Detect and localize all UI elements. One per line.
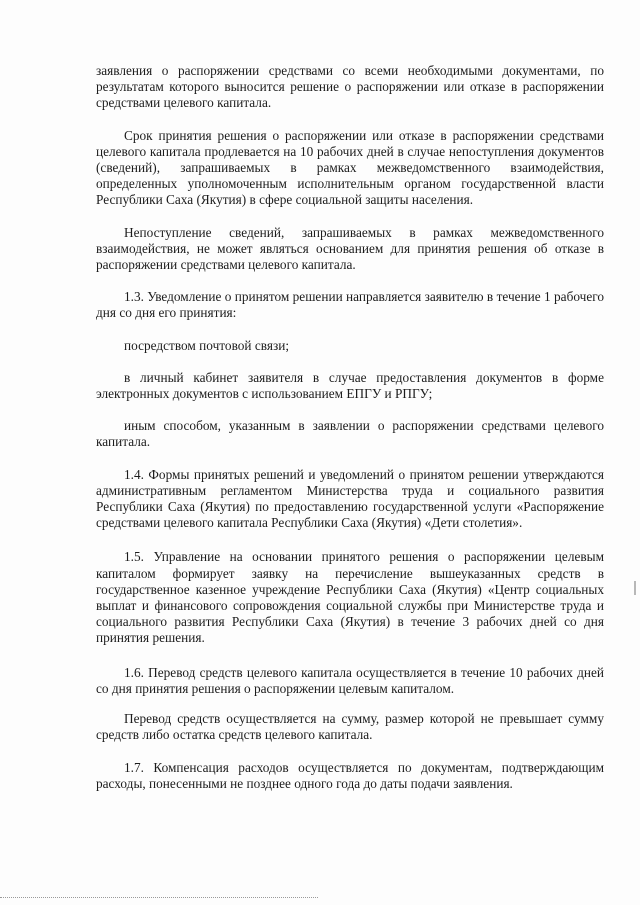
paragraph-personal-account: в личный кабинет заявителя в случае предоставления документов в форме электронных документов с использованием ЕПГУ и РПГУ; [96, 369, 604, 402]
paragraph-1-4: 1.4. Формы принятых решений и уведомлений о принятом решении утверждаются административным регламентом Министерства труда и социального развития Республики Саха (Якутия) по предоставлению государственной услуги «Распоряжение средствами целевого капитала Республики Саха (Якутия) «Дети столетия». [96, 466, 604, 531]
paragraph-1-3: 1.3. Уведомление о принятом решении направляется заявителю в течение 1 рабочего дня со дня его принятия: [96, 289, 604, 321]
scan-edge-mark [634, 581, 636, 595]
paragraph-1-6: 1.6. Перевод средств целевого капитала осуществляется в течение 10 рабочих дней со дня принятия решения о распоряжении целевым капиталом. [96, 664, 604, 696]
paragraph-decision-term: Срок принятия решения о распоряжении или отказе в распоряжении средствами целевого капитала продлевается на 10 рабочих дней в случае непоступления документов (сведений), запрашиваемых в рамках межведомственного взаимодействия, определенных уполномоченным исполнительным органом государственной власти Республики Саха (Якутия) в сфере социальной защиты населения. [96, 127, 604, 208]
paragraph-1-5: 1.5. Управление на основании принятого решения о распоряжении целевым капиталом формирует заявку на перечисление вышеуказанных средств в государственное казенное учреждение Республики Саха (Якутия) «Центр социальных выплат и финансового сопровождения социальной службы при Министерстве труда и социального развития Республики Саха (Якутия) в течение 3 рабочих дней со дня принятия решения. [96, 549, 604, 646]
paragraph-1-7: 1.7. Компенсация расходов осуществляется по документам, подтверждающим расходы, понесенными не позднее одного года до даты подачи заявления. [96, 759, 604, 791]
paragraph-transfer-amount: Перевод средств осуществляется на сумму, размер которой не превышает сумму средств либо остатка средств целевого капитала. [96, 711, 604, 743]
scan-bottom-rule [0, 897, 318, 898]
paragraph-other-method: иным способом, указанным в заявлении о распоряжении средствами целевого капитала. [96, 418, 604, 450]
paragraph-postal: посредством почтовой связи; [124, 337, 290, 353]
paragraph-non-receipt: Непоступление сведений, запрашиваемых в рамках межведомственного взаимодействия, не может являться основанием для принятия решения об отказе в распоряжении средствами целевого капитала. [96, 224, 604, 273]
document-body [96, 63, 604, 792]
paragraph-continuation: заявления о распоряжении средствами со всеми необходимыми документами, по результатам которого выносится решение о распоряжении или отказе в распоряжении средствами целевого капитала. [96, 63, 604, 111]
